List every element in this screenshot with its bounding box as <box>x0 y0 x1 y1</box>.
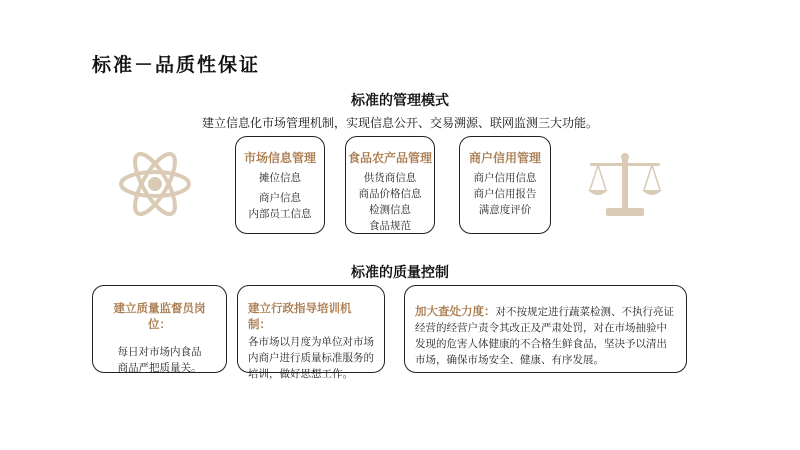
module-item: 内部员工信息 <box>248 208 312 220</box>
quality-item-title: 加大查处力度： <box>415 304 496 318</box>
quality-item-line: 培训，做好思想工作。 <box>248 368 353 380</box>
quality-item-line: 各市场以月度为单位对市场 <box>248 336 374 348</box>
quality-item-line: 商品严把质量关。 <box>117 362 202 374</box>
module-market-info <box>235 136 325 234</box>
module-title: 食品农产品管理 <box>347 151 432 165</box>
quality-item-line: 经营的经营户责令其改正及严肃处罚，对在市场抽验中 <box>415 322 667 334</box>
quality-item-title-suffix: 对不按规定进行蔬菜检测、不执行亮证 <box>495 306 674 318</box>
module-item: 摊位信息 <box>259 172 301 184</box>
quality-training-box <box>237 285 385 380</box>
module-merchant-credit <box>459 136 551 234</box>
module-item: 检测信息 <box>369 204 411 216</box>
page-title: 标准－品质性保证 <box>92 54 261 76</box>
quality-item-line: 内商户进行质量标准服务的 <box>248 352 374 364</box>
balance-scale-icon <box>586 150 664 218</box>
management-intro: 建立信息化市场管理机制，实现信息公开、交易溯源、联网监测三大功能。 <box>201 116 598 130</box>
atom-icon <box>115 144 195 224</box>
module-item: 商品价格信息 <box>358 188 422 200</box>
quality-item-title: 建立行政指导培训机制： <box>248 301 352 331</box>
module-item: 商户信用报告 <box>473 188 537 200</box>
quality-item-line: 每日对市场内食品 <box>117 346 202 358</box>
module-item: 商户信息 <box>259 192 301 204</box>
quality-supervisor-box <box>92 285 227 373</box>
module-item: 供货商信息 <box>363 172 417 184</box>
quality-heading: 标准的质量控制 <box>351 265 449 281</box>
quality-item-title: 建立质量监督员岗位： <box>113 301 206 331</box>
quality-item-line: 发现的危害人体健康的不合格生鲜食品，坚决予以清出 <box>415 338 667 350</box>
module-item: 商户信用信息 <box>473 172 537 184</box>
module-item: 满意度评价 <box>478 204 532 216</box>
module-item: 食品规范 <box>369 220 411 232</box>
quality-item-header <box>415 300 676 320</box>
module-title: 商户信用管理 <box>468 151 541 165</box>
module-food-products <box>345 136 435 234</box>
module-title: 市场信息管理 <box>243 151 316 165</box>
quality-enforcement-box <box>404 285 687 373</box>
quality-item-line: 市场，确保市场安全、健康、有序发展。 <box>415 354 604 366</box>
management-heading: 标准的管理模式 <box>351 93 449 109</box>
